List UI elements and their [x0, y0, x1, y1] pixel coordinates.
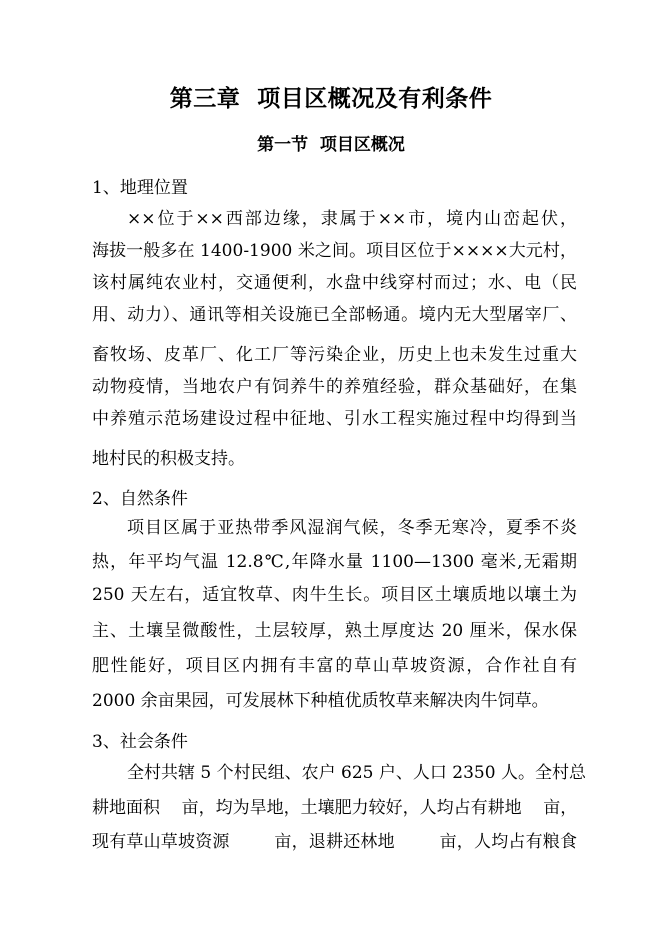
paragraph-line: 热，年平均气温 12.8℃,年降水量 1100—1300 毫米,无霜期 — [92, 552, 577, 572]
paragraph-line: 海拔一般多在 1400-1900 米之间。项目区位于××××大元村， — [92, 241, 577, 261]
section-heading-nature: 2、自然条件 — [92, 489, 188, 509]
paragraph-line: 2000 余亩果园，可发展林下种植优质牧草来解决肉牛饲草。 — [92, 691, 549, 711]
paragraph-line: 250 天左右，适宜牧草、肉牛生长。项目区土壤质地以壤土为 — [92, 585, 577, 605]
paragraph-line: 地村民的积极支持。 — [92, 449, 245, 469]
paragraph-line: ××位于××西部边缘，隶属于××市，境内山峦起伏， — [127, 209, 577, 229]
chapter-title: 第三章 项目区概况及有利条件 — [169, 85, 493, 112]
paragraph-line: 全村共辖 5 个村民组、农户 625 户、人口 2350 人。全村总 — [127, 763, 586, 783]
paragraph-line: 动物疫情，当地农户有饲养牛的养殖经验，群众基础好，在集 — [92, 377, 577, 397]
section-title: 第一节 项目区概况 — [257, 135, 405, 155]
paragraph-line: 主、土壤呈微酸性，土层较厚，熟土厚度达 20 厘米，保水保 — [92, 621, 577, 641]
paragraph-line: 耕地面积 亩，均为旱地，土壤肥力较好，人均占有耕地 亩， — [92, 798, 578, 818]
paragraph-line: 该村属纯农业村，交通便利，水盘中线穿村而过；水、电（民 — [92, 273, 577, 293]
section-heading-society: 3、社会条件 — [92, 732, 188, 752]
paragraph-line: 畜牧场、皮革厂、化工厂等污染企业，历史上也未发生过重大 — [92, 345, 577, 365]
section-heading-location: 1、地理位置 — [92, 178, 188, 198]
paragraph-line: 肥性能好，项目区内拥有丰富的草山草坡资源，合作社自有 — [92, 656, 577, 676]
paragraph-line: 现有草山草坡资源 亩，退耕还林地 亩，人均占有粮食 — [92, 832, 577, 852]
paragraph-line: 项目区属于亚热带季风湿润气候，冬季无寒冷，夏季不炎 — [127, 518, 577, 538]
paragraph-line: 用、动力）、通讯等相关设施已全部畅通。境内无大型屠宰厂、 — [92, 305, 577, 325]
paragraph-line: 中养殖示范场建设过程中征地、引水工程实施过程中均得到当 — [92, 409, 577, 429]
